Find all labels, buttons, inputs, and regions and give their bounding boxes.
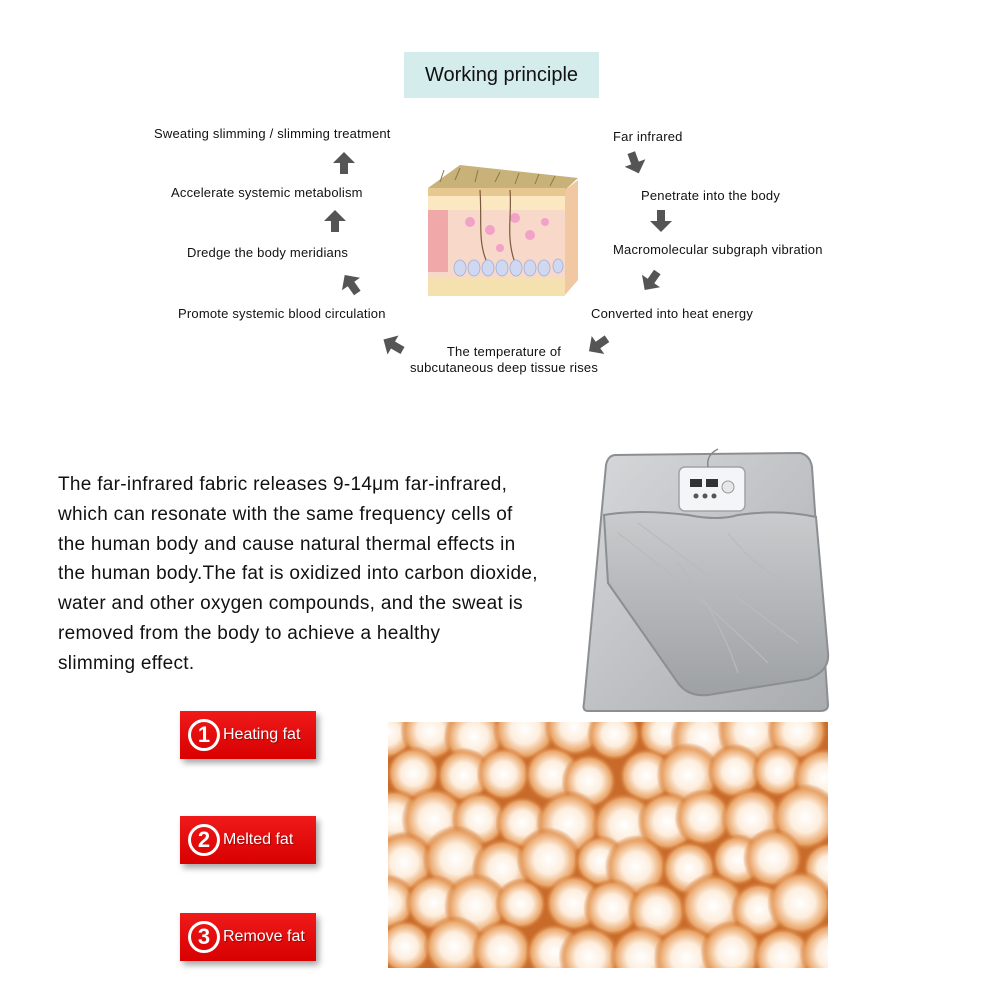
label-sweating-slimming: Sweating slimming / slimming treatment bbox=[154, 126, 391, 141]
description-line: The far-infrared fabric releases 9-14μm far-infrared, bbox=[58, 474, 508, 495]
label-temperature-line2: subcutaneous deep tissue rises bbox=[409, 360, 599, 375]
skin-layers-illustration bbox=[420, 160, 580, 310]
description-line: slimming effect. bbox=[58, 652, 195, 674]
label-temperature-rises bbox=[402, 344, 606, 376]
description-line: the human body and cause natural thermal effects in bbox=[58, 533, 516, 555]
sauna-blanket-image bbox=[578, 443, 840, 715]
label-promote-circulation: Promote systemic blood circulation bbox=[178, 306, 386, 321]
arrow-down-icon bbox=[648, 208, 674, 234]
label-penetrate-body: Penetrate into the body bbox=[641, 188, 781, 203]
fat-cells-image bbox=[388, 722, 828, 968]
arrow-down-left-icon bbox=[638, 268, 664, 294]
step-number-circle: 2 bbox=[188, 824, 220, 856]
description-line: removed from the body to achieve a healthy bbox=[58, 622, 441, 644]
arrow-down-icon bbox=[622, 150, 648, 176]
description-line: the human body.The fat is oxidized into carbon dioxide, bbox=[58, 563, 538, 585]
arrow-up-icon bbox=[331, 150, 357, 176]
arrow-down-left-icon bbox=[585, 332, 611, 358]
arrow-up-left-icon bbox=[380, 332, 406, 358]
label-dredge-meridians: Dredge the body meridians bbox=[187, 245, 349, 260]
description-line: which can resonate with the same frequency cells of bbox=[58, 503, 513, 525]
step-label: Melted fat bbox=[223, 831, 294, 848]
step-label: Heating fat bbox=[223, 726, 301, 743]
step-badge-remove-fat bbox=[180, 913, 316, 961]
arrow-up-left-icon bbox=[338, 271, 364, 297]
step-badge-melted-fat bbox=[180, 816, 316, 864]
step-badge-heating-fat bbox=[180, 711, 316, 759]
step-number-circle: 1 bbox=[188, 719, 220, 751]
arrow-up-icon bbox=[322, 208, 348, 234]
step-label: Remove fat bbox=[223, 928, 305, 945]
label-far-infrared: Far infrared bbox=[613, 129, 683, 144]
label-temperature-line1: The temperature of bbox=[446, 344, 562, 359]
label-macromolecular-vibration: Macromolecular subgraph vibration bbox=[613, 242, 823, 257]
label-accelerate-metabolism: Accelerate systemic metabolism bbox=[171, 185, 363, 200]
label-converted-heat: Converted into heat energy bbox=[591, 306, 754, 321]
description-line: water and other oxygen compounds, and the sweat is bbox=[58, 593, 523, 615]
working-principle-title: Working principle bbox=[404, 52, 599, 98]
step-number-circle: 3 bbox=[188, 921, 220, 953]
description-paragraph bbox=[58, 470, 618, 679]
